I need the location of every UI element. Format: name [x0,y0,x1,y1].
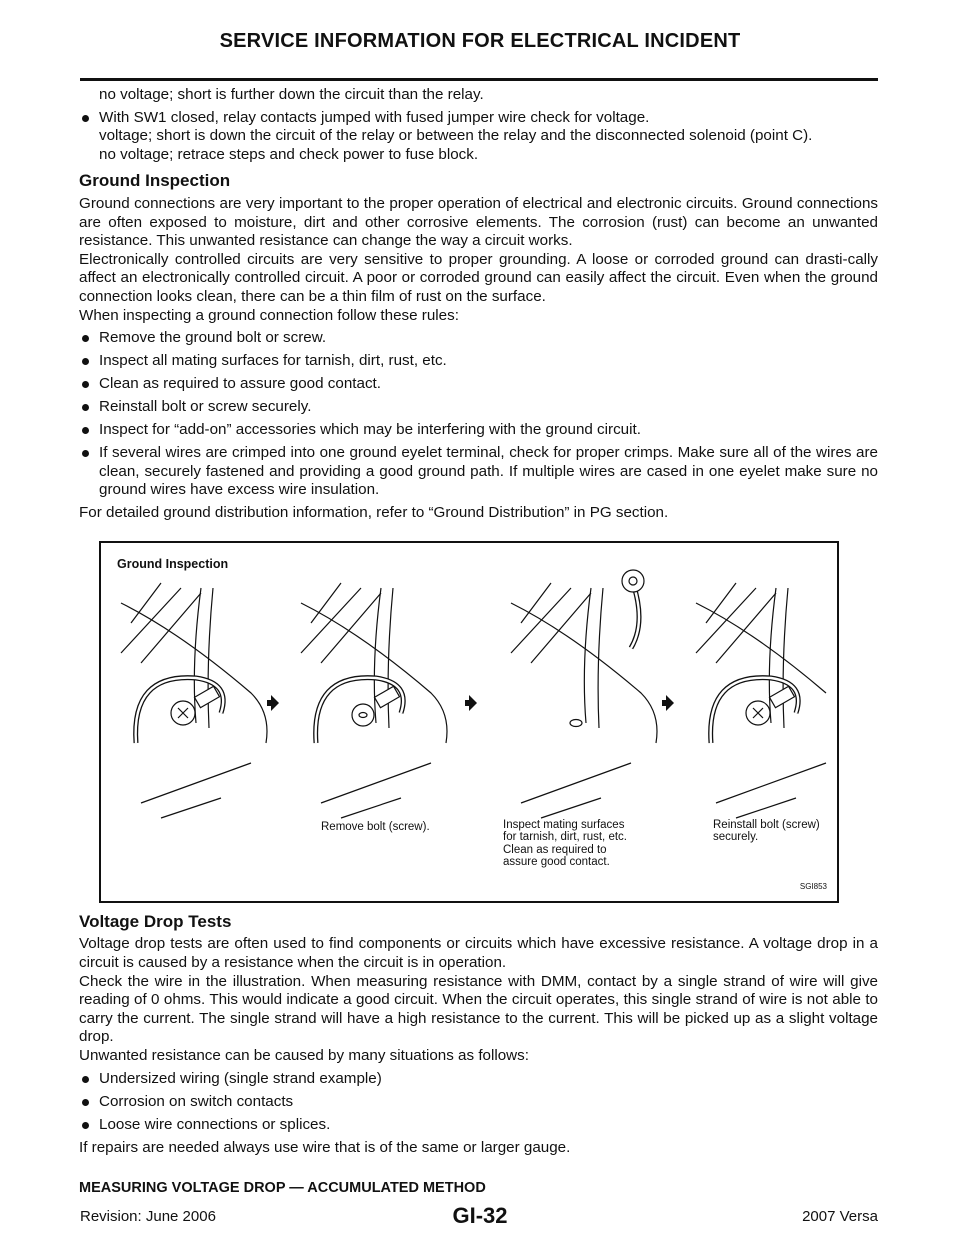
intro-line: no voltage; short is further down the circuit than the relay. [99,86,484,103]
arrow-icon [662,695,674,711]
ground-inspection-illustration [101,543,837,901]
caption-line: for tarnish, dirt, rust, etc. [503,831,627,844]
caption-remove: Remove bolt (screw). [321,820,430,833]
voltage-para-1: Voltage drop tests are often used to find components or circuits which have excessive resistance. A voltage drop in a circuit is caused by a resistance when the circuit is in operation. [79,935,878,971]
figure-code: SGI853 [799,882,827,892]
list-item: Inspect for “add-on” accessories which may be interfering with the ground circuit. [79,421,878,440]
panel-bolt-installed [121,583,267,818]
footer-revision: Revision: June 2006 [80,1208,216,1225]
panel-bolt-reinstalled [696,583,826,818]
ground-para-1: Ground connections are very important to the proper operation of electrical and electronic circuits. Ground connections are often exposed to moisture, dirt and other corrosive elements. The corrosion (rust) can become an unwanted resistance. This unwanted resistance can change the way a circuit works. [79,194,878,250]
intro-sub-2: no voltage; retrace steps and check power to fuse block. [99,145,479,163]
voltage-para-3: Unwanted resistance can be caused by many situations as follows: [79,1046,529,1064]
caption-line: Inspect mating surfaces [503,818,625,831]
caption-inspect [503,819,627,869]
arrow-icon [267,695,279,711]
ground-para-3: When inspecting a ground connection follow these rules: [79,306,459,324]
voltage-para-4: If repairs are needed always use wire that is of the same or larger gauge. [79,1138,571,1156]
panel-bolt-removed [301,583,447,818]
list-item: Reinstall bolt or screw securely. [79,398,878,417]
caption-line: assure good contact. [503,856,610,869]
caption-line: Reinstall bolt (screw) [713,818,820,831]
panel-surface-inspected [511,570,657,818]
list-item: Clean as required to assure good contact. [79,375,878,394]
page-title: SERVICE INFORMATION FOR ELECTRICAL INCIDENT [219,30,741,52]
list-item: Undersized wiring (single strand example) [79,1070,878,1089]
footer-page-number: GI-32 [452,1203,508,1228]
list-item: Inspect all mating surfaces for tarnish, dirt, rust, etc. [79,352,878,371]
intro-bullets [79,109,878,165]
header-rule [80,78,878,81]
caption-line: Clean as required to [503,843,607,856]
list-item: If several wires are crimped into one ground eyelet terminal, check for proper crimps. Make sure all of the wires are clean, securely fastened and providing a good ground path. If multiple wires are cased in one eyelet make sure no ground wires have excess wire insulation. [79,444,878,500]
figure-title: Ground Inspection [117,556,229,571]
list-item: Remove the ground bolt or screw. [79,329,878,348]
ground-heading: Ground Inspection [79,171,231,191]
arrow-icon [465,695,477,711]
measuring-subheading: MEASURING VOLTAGE DROP — ACCUMULATED METHOD [79,1180,486,1197]
list-item: Corrosion on switch contacts [79,1093,878,1112]
voltage-heading: Voltage Drop Tests [79,911,232,931]
list-item [79,109,878,165]
page-content [79,86,878,1198]
voltage-para-2: Check the wire in the illustration. When measuring resistance with DMM, contact by a single strand of wire will give reading of 0 ohms. This would indicate a good circuit. When the circuit operates, this single strand of wire is not able to carry the current. The single strand will have a high resistance to the current. This will be picked up as a slight voltage drop. [79,972,878,1046]
voltage-causes-list [79,1070,878,1135]
ground-para-2: Electronically controlled circuits are very sensitive to proper grounding. A loose or corroded ground can drasti-cally affect an electronically controlled circuit. A poor or corroded ground can easily affect the circuit. Even when the ground connection looks clean, there can be a thin film of rust on the surface. [79,250,878,305]
footer-model: 2007 Versa [802,1208,878,1225]
list-item: Loose wire connections or splices. [79,1116,878,1135]
intro-bullet-text: With SW1 closed, relay contacts jumped with fused jumper wire check for voltage. [99,108,650,126]
ground-rules-list [79,329,878,500]
ground-para-4: For detailed ground distribution information, refer to “Ground Distribution” in PG section. [79,504,669,522]
ground-inspection-figure [99,541,839,903]
caption-reinstall [713,819,820,844]
caption-line: securely. [713,831,759,844]
intro-sub-1: voltage; short is down the circuit of the relay or between the relay and the disconnected solenoid (point C). [99,127,813,145]
